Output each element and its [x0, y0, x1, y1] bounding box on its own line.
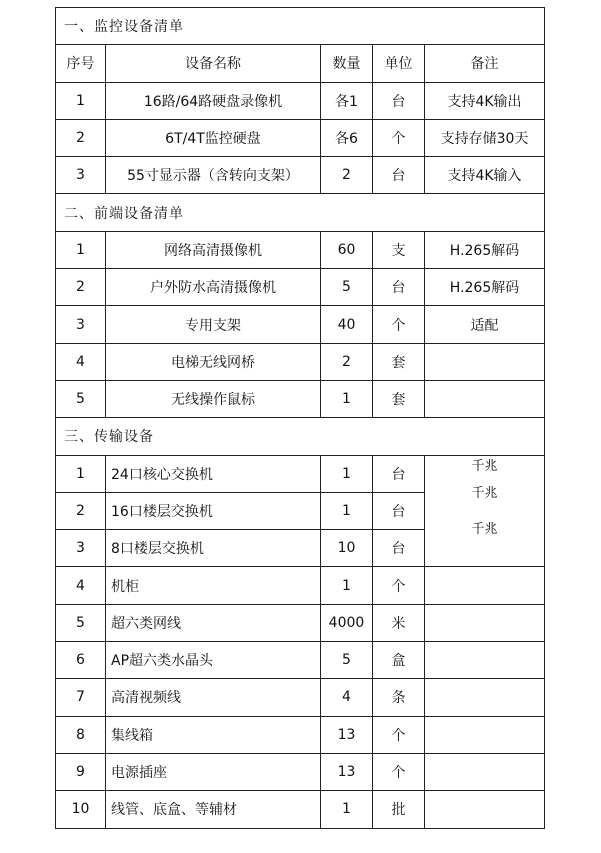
table-row [56, 567, 545, 604]
row-qty: 40 [321, 306, 373, 343]
table-row [56, 679, 545, 716]
row-note [425, 343, 545, 380]
row-note [425, 716, 545, 753]
row-name: 高清视频线 [106, 679, 321, 716]
merged-note: 千兆 [471, 485, 498, 501]
row-no: 5 [56, 604, 106, 641]
row-unit: 套 [373, 380, 425, 417]
row-note: 适配 [425, 306, 545, 343]
row-name: 16口楼层交换机 [106, 492, 321, 529]
row-name: 专用支架 [106, 306, 321, 343]
row-no: 1 [56, 231, 106, 268]
section-header-row [56, 194, 545, 231]
row-unit: 个 [373, 567, 425, 604]
row-note: 支持4K输出 [425, 82, 545, 119]
header-note: 备注 [425, 45, 545, 82]
row-unit: 个 [373, 716, 425, 753]
row-unit: 台 [373, 157, 425, 194]
column-header-row [56, 45, 545, 82]
row-no: 2 [56, 492, 106, 529]
table-row [56, 380, 545, 417]
table-row [56, 455, 545, 492]
row-no: 5 [56, 380, 106, 417]
row-no: 3 [56, 306, 106, 343]
row-qty: 10 [321, 530, 373, 567]
row-qty: 5 [321, 642, 373, 679]
table-row [56, 642, 545, 679]
row-note [425, 567, 545, 604]
row-no: 3 [56, 157, 106, 194]
row-note [425, 791, 545, 828]
row-unit: 个 [373, 119, 425, 156]
table-row [56, 269, 545, 306]
merged-note: 千兆 [471, 522, 498, 538]
row-name: 机柜 [106, 567, 321, 604]
row-note [425, 679, 545, 716]
row-qty: 4000 [321, 604, 373, 641]
row-no: 4 [56, 567, 106, 604]
row-unit: 支 [373, 231, 425, 268]
row-no: 4 [56, 343, 106, 380]
row-qty: 1 [321, 455, 373, 492]
section-header-row [56, 8, 545, 45]
row-no: 3 [56, 530, 106, 567]
row-name: 8口楼层交换机 [106, 530, 321, 567]
row-no: 2 [56, 119, 106, 156]
row-qty: 60 [321, 231, 373, 268]
header-unit: 单位 [373, 45, 425, 82]
row-qty: 5 [321, 269, 373, 306]
row-name: 55寸显示器（含转向支架） [106, 157, 321, 194]
row-name: 线管、底盒、等辅材 [106, 791, 321, 828]
row-unit: 个 [373, 753, 425, 790]
row-name: 户外防水高清摄像机 [106, 269, 321, 306]
row-name: AP超六类水晶头 [106, 642, 321, 679]
section-header-row [56, 418, 545, 455]
row-unit: 盒 [373, 642, 425, 679]
row-note [425, 642, 545, 679]
row-qty: 2 [321, 343, 373, 380]
table-row [56, 306, 545, 343]
merged-note: 千兆 [471, 458, 498, 474]
row-note [425, 753, 545, 790]
row-qty: 1 [321, 380, 373, 417]
row-no: 1 [56, 82, 106, 119]
row-qty: 4 [321, 679, 373, 716]
row-note: H.265解码 [425, 231, 545, 268]
row-note [425, 604, 545, 641]
row-unit: 台 [373, 269, 425, 306]
row-name: 网络高清摄像机 [106, 231, 321, 268]
table-row [56, 791, 545, 828]
row-qty: 各1 [321, 82, 373, 119]
row-qty: 1 [321, 492, 373, 529]
row-unit: 个 [373, 306, 425, 343]
row-name: 超六类网线 [106, 604, 321, 641]
header-no: 序号 [56, 45, 106, 82]
row-qty: 13 [321, 753, 373, 790]
section-title: 一、监控设备清单 [56, 8, 545, 45]
row-unit: 台 [373, 82, 425, 119]
row-name: 电梯无线网桥 [106, 343, 321, 380]
row-note: 支持4K输入 [425, 157, 545, 194]
row-unit: 台 [373, 492, 425, 529]
section-title: 三、传输设备 [56, 418, 545, 455]
row-unit: 套 [373, 343, 425, 380]
row-note [425, 380, 545, 417]
row-no: 1 [56, 455, 106, 492]
row-unit: 批 [373, 791, 425, 828]
row-qty: 13 [321, 716, 373, 753]
row-qty: 1 [321, 791, 373, 828]
row-name: 24口核心交换机 [106, 455, 321, 492]
row-no: 9 [56, 753, 106, 790]
row-qty: 2 [321, 157, 373, 194]
row-note: H.265解码 [425, 269, 545, 306]
table-row [56, 82, 545, 119]
row-no: 6 [56, 642, 106, 679]
section-title: 二、前端设备清单 [56, 194, 545, 231]
equipment-table [55, 7, 545, 829]
row-qty: 1 [321, 567, 373, 604]
row-no: 2 [56, 269, 106, 306]
row-name: 16路/64路硬盘录像机 [106, 82, 321, 119]
row-unit: 条 [373, 679, 425, 716]
table-row [56, 157, 545, 194]
row-unit: 台 [373, 455, 425, 492]
table-row [56, 753, 545, 790]
header-qty: 数量 [321, 45, 373, 82]
row-name: 无线操作鼠标 [106, 380, 321, 417]
table-row [56, 716, 545, 753]
table-row [56, 343, 545, 380]
row-unit: 米 [373, 604, 425, 641]
row-name: 6T/4T监控硬盘 [106, 119, 321, 156]
row-no: 10 [56, 791, 106, 828]
table-row [56, 231, 545, 268]
merged-note-cell [425, 455, 545, 567]
row-no: 8 [56, 716, 106, 753]
row-name: 电源插座 [106, 753, 321, 790]
table-row [56, 604, 545, 641]
row-name: 集线箱 [106, 716, 321, 753]
row-note: 支持存储30天 [425, 119, 545, 156]
row-no: 7 [56, 679, 106, 716]
table-row [56, 119, 545, 156]
row-qty: 各6 [321, 119, 373, 156]
row-unit: 台 [373, 530, 425, 567]
header-name: 设备名称 [106, 45, 321, 82]
